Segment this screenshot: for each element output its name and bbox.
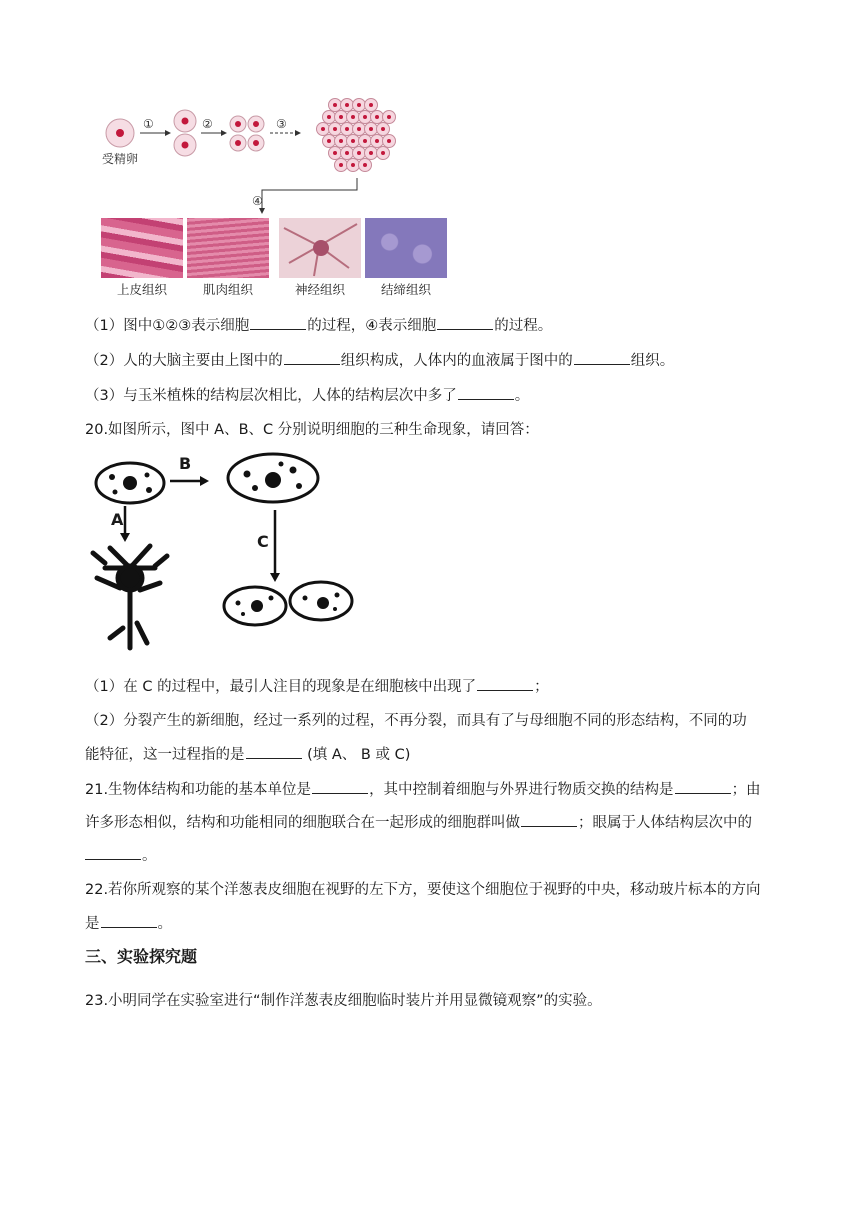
- four-cell-stage: [230, 116, 264, 151]
- answer-blank[interactable]: [101, 913, 157, 928]
- tissue-tile-epithelial: [101, 218, 183, 278]
- answer-blank[interactable]: [246, 744, 302, 759]
- q21-line-3: 。: [85, 845, 157, 866]
- small-cell-nucleus: [363, 139, 367, 143]
- small-cell-nucleus: [327, 139, 331, 143]
- small-cell-nucleus: [321, 127, 325, 131]
- label-c: C: [257, 532, 269, 551]
- tissue-label-connective: 结缔组织: [380, 282, 431, 297]
- small-cell-nucleus: [345, 127, 349, 131]
- small-cell-nucleus: [363, 115, 367, 119]
- small-cell-nucleus: [327, 115, 331, 119]
- small-cell-nucleus: [339, 115, 343, 119]
- q20-stem: 20.如图所示，图中 A、B、C 分别说明细胞的三种生命现象，请回答：: [85, 422, 539, 438]
- small-cell-nucleus: [387, 139, 391, 143]
- cell-phenomena-diagram: [85, 448, 365, 663]
- small-cell-nucleus: [339, 139, 343, 143]
- small-cell-nucleus: [351, 115, 355, 119]
- q19-item-2: （2）人的大脑主要由上图中的 组织构成，人体内的血液属于图中的 组织。: [85, 350, 674, 371]
- label-a: A: [111, 510, 124, 529]
- tissue-tile-nervous: [279, 218, 361, 278]
- small-cell-nucleus: [369, 103, 373, 107]
- answer-blank[interactable]: [458, 385, 514, 400]
- fertilized-egg-label: 受精卵: [102, 152, 139, 166]
- q21-line-1: 21.生物体结构和功能的基本单位是 ，其中控制着细胞与外界进行物质交换的结构是 ；由: [85, 779, 761, 800]
- q20-item-1: （1）在 C 的过程中，最引人注目的现象是在细胞核中出现了 ；: [85, 676, 549, 697]
- answer-blank[interactable]: [477, 676, 533, 691]
- q20-item-2-line2: 能特征，这一过程指的是 (填 A、 B 或 C): [85, 744, 410, 765]
- tissue-tile-connective: [365, 218, 447, 278]
- small-cell-nucleus: [333, 151, 337, 155]
- q19-item-3: （3）与玉米植株的结构层次相比，人体的结构层次中多了 。: [85, 385, 529, 406]
- small-cell-nucleus: [387, 115, 391, 119]
- small-cell-nucleus: [345, 103, 349, 107]
- small-cell-nucleus: [351, 163, 355, 167]
- label-b: B: [179, 454, 192, 473]
- fertilized-egg-cell: [106, 119, 134, 147]
- q22-line-2: 是 。: [85, 913, 172, 934]
- step-label-2: ②: [202, 117, 213, 131]
- answer-blank[interactable]: [312, 779, 368, 794]
- q19-item-1: （1）图中①②③表示细胞 的过程，④表示细胞 的过程。: [85, 315, 552, 336]
- answer-blank[interactable]: [437, 315, 493, 330]
- small-cell-nucleus: [375, 139, 379, 143]
- q23-stem: 23.小明同学在实验室进行“制作洋葱表皮细胞临时装片并用显微镜观察”的实验。: [85, 993, 602, 1009]
- step-label-1: ①: [143, 117, 154, 131]
- small-cell-nucleus: [345, 151, 349, 155]
- small-cell-nucleus: [357, 127, 361, 131]
- small-cell-nucleus: [369, 127, 373, 131]
- daughter-cell-left: [224, 587, 286, 625]
- answer-blank[interactable]: [284, 350, 340, 365]
- small-cell-nucleus: [357, 151, 361, 155]
- tissue-tile-muscle: [187, 218, 269, 278]
- tissue-label-muscle: 肌肉组织: [202, 282, 253, 297]
- tissue-label-epithelial: 上皮组织: [116, 282, 167, 297]
- answer-blank[interactable]: [675, 779, 731, 794]
- daughter-cell-right: [290, 582, 352, 620]
- answer-blank[interactable]: [85, 845, 141, 860]
- answer-blank[interactable]: [574, 350, 630, 365]
- two-cell-stage: [174, 110, 196, 156]
- small-cell-nucleus: [333, 103, 337, 107]
- answer-blank[interactable]: [250, 315, 306, 330]
- small-cell-nucleus: [381, 151, 385, 155]
- small-cell-nucleus: [339, 163, 343, 167]
- small-cell-nucleus: [375, 115, 379, 119]
- small-cell-nucleus: [363, 163, 367, 167]
- figure-cell-differentiation: [95, 90, 455, 300]
- small-cell-nucleus: [351, 139, 355, 143]
- small-cell-nucleus: [381, 127, 385, 131]
- tissue-label-nervous: 神经组织: [294, 282, 345, 297]
- small-cell-nucleus: [333, 127, 337, 131]
- figure-cell-phenomena: [85, 448, 365, 663]
- section-title: 三、实验探究题: [85, 947, 198, 966]
- q21-line-2: 许多形态相似，结构和功能相同的细胞联合在一起形成的细胞群叫做 ；眼属于人体结构层次中的: [85, 812, 752, 833]
- differentiated-cell: [93, 546, 167, 648]
- original-cell: [96, 463, 164, 503]
- step-label-4: ④: [252, 194, 263, 208]
- q22-line-1: 22.若你所观察的某个洋葱表皮细胞在视野的左下方，要使这个细胞位于视野的中央，移动玻片标本的方向: [85, 882, 761, 898]
- cell-mass: [317, 99, 396, 172]
- step-label-3: ③: [276, 117, 287, 131]
- answer-blank[interactable]: [521, 812, 577, 827]
- q20-item-2-line1: （2）分裂产生的新细胞，经过一系列的过程，不再分裂，而具有了与母细胞不同的形态结构，不同的功: [85, 713, 747, 729]
- grown-cell: [228, 454, 318, 502]
- small-cell-nucleus: [369, 151, 373, 155]
- small-cell-nucleus: [357, 103, 361, 107]
